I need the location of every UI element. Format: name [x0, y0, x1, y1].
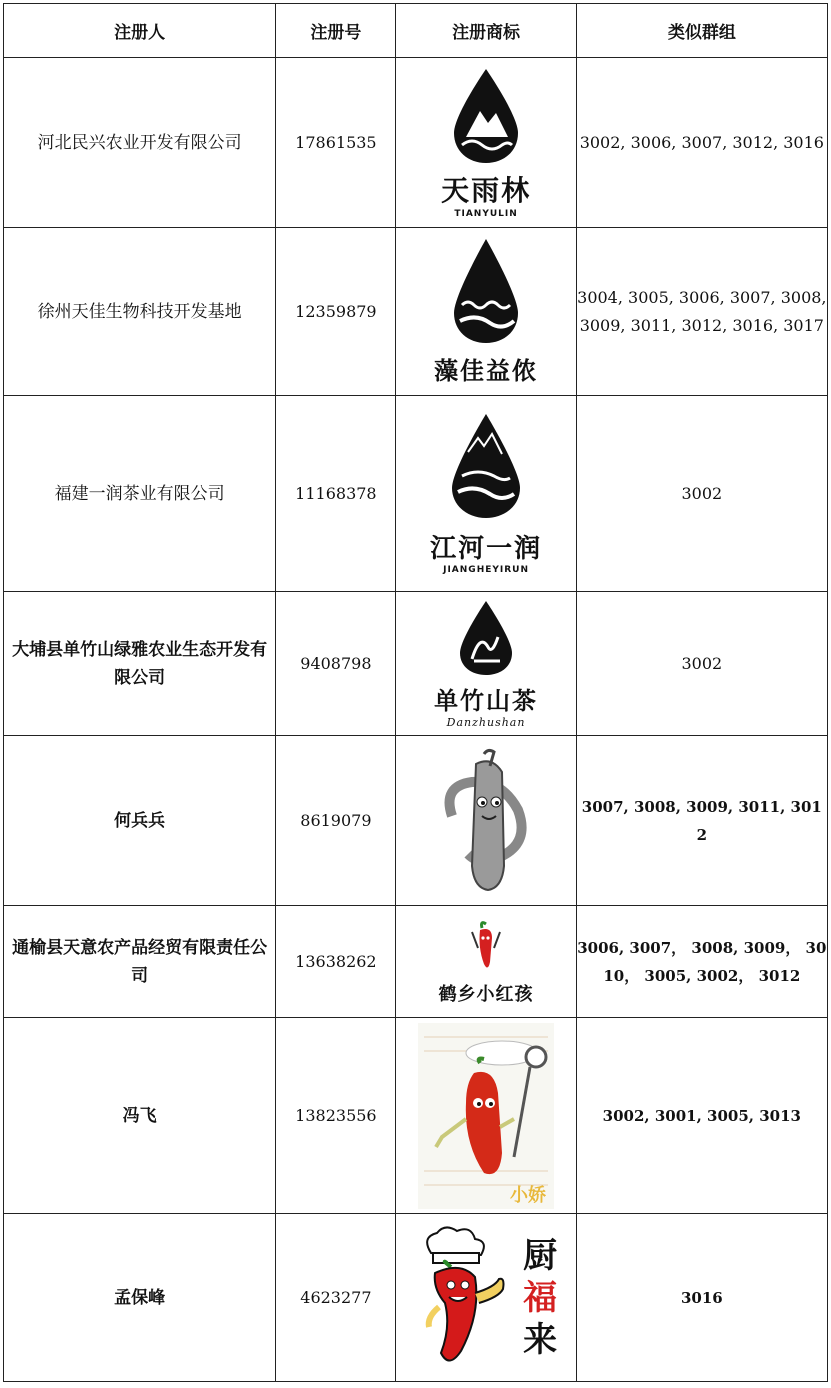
- owner-cell: 大埔县单竹山绿雅农业生态开发有限公司: [4, 592, 276, 736]
- trademark-cell: [396, 1214, 576, 1382]
- header-reg-no: 注册号: [276, 4, 396, 58]
- header-owner: 注册人: [4, 4, 276, 58]
- water-drop-river-icon: [444, 412, 528, 522]
- reg-no-cell: 8619079: [276, 736, 396, 906]
- trademark-logo: [396, 1023, 575, 1209]
- owner-cell: 孟保峰: [4, 1214, 276, 1382]
- reg-no-cell: 11168378: [276, 396, 396, 592]
- reg-no-cell: 4623277: [276, 1214, 396, 1382]
- reg-no-cell: 12359879: [276, 228, 396, 396]
- groups-cell: 3002: [576, 396, 827, 592]
- groups-cell: 3002: [576, 592, 827, 736]
- groups-cell: 3004, 3005, 3006, 3007, 3008, 3009, 3011, 3012, 3016, 3017: [576, 228, 827, 396]
- trademark-cell: [396, 906, 576, 1018]
- trademark-char: 福: [523, 1277, 558, 1318]
- svg-text:小娇: 小娇: [510, 1184, 547, 1206]
- reg-no-cell: 13638262: [276, 906, 396, 1018]
- owner-cell: 福建一润茶业有限公司: [4, 396, 276, 592]
- trademark-logo-subtext: Danzhushan: [446, 715, 526, 729]
- trademark-cell: [396, 1018, 576, 1214]
- red-pepper-mascot-icon: [466, 918, 506, 974]
- trademark-vertical-text: [523, 1235, 557, 1361]
- table-row: [4, 592, 828, 736]
- table-row: [4, 228, 828, 396]
- trademark-char: 厨: [523, 1235, 558, 1276]
- water-drop-calligraphy-icon: [454, 599, 518, 677]
- water-drop-wave-icon: [446, 237, 526, 347]
- owner-cell: 何兵兵: [4, 736, 276, 906]
- trademark-cell: [396, 592, 576, 736]
- owner-cell: 冯飞: [4, 1018, 276, 1214]
- trademark-logo-text: 鹤乡小红孩: [438, 983, 534, 1005]
- table-row: [4, 1018, 828, 1214]
- table-row: [4, 58, 828, 228]
- trademark-cell: [396, 736, 576, 906]
- trademark-cell: [396, 58, 576, 228]
- trademark-logo: [396, 918, 575, 1006]
- groups-cell: 3016: [576, 1214, 827, 1382]
- water-drop-mountain-icon: [446, 67, 526, 167]
- trademark-logo: [396, 746, 575, 896]
- trademark-logo: [396, 599, 575, 729]
- trademark-logo: [396, 237, 575, 386]
- reg-no-cell: 13823556: [276, 1018, 396, 1214]
- trademark-logo-text: 单竹山茶: [434, 686, 539, 715]
- table-row: [4, 396, 828, 592]
- groups-cell: 3002, 3001, 3005, 3013: [576, 1018, 827, 1214]
- trademark-cell: [396, 396, 576, 592]
- owner-cell: 徐州天佳生物科技开发基地: [4, 228, 276, 396]
- chef-hat-pepper-icon: [415, 1223, 515, 1373]
- trademark-logo-text: 江河一润: [430, 534, 543, 564]
- reg-no-cell: 9408798: [276, 592, 396, 736]
- reg-no-cell: 17861535: [276, 58, 396, 228]
- header-row: [4, 4, 828, 58]
- groups-cell: 3002, 3006, 3007, 3012, 3016: [576, 58, 827, 228]
- trademark-logo: [396, 412, 575, 575]
- owner-cell: 河北民兴农业开发有限公司: [4, 58, 276, 228]
- trademark-cell: [396, 228, 576, 396]
- trademark-char: 来: [523, 1319, 558, 1360]
- table-row: [4, 1214, 828, 1382]
- owner-cell: 通榆县天意农产品经贸有限责任公司: [4, 906, 276, 1018]
- header-groups: 类似群组: [576, 4, 827, 58]
- header-trademark: 注册商标: [396, 4, 576, 58]
- table-row: [4, 906, 828, 1018]
- trademark-logo-subtext: TIANYULIN: [454, 208, 518, 219]
- table-row: [4, 736, 828, 906]
- groups-cell: 3006, 3007， 3008, 3009， 3010， 3005, 3002， 3012: [576, 906, 827, 1018]
- trademark-logo: [396, 67, 575, 219]
- trademark-logo-text: 天雨林: [441, 173, 532, 207]
- trademark-logo-text: 藻佳益侬: [434, 357, 539, 385]
- trademark-table: [3, 3, 828, 1382]
- cartoon-pepper-icon: [432, 746, 540, 896]
- trademark-logo-subtext: JIANGHEYIRUN: [443, 565, 530, 575]
- chef-pepper-mascot-icon: [418, 1023, 554, 1209]
- groups-cell: 3007, 3008, 3009, 3011, 3012: [576, 736, 827, 906]
- trademark-logo: [396, 1223, 575, 1373]
